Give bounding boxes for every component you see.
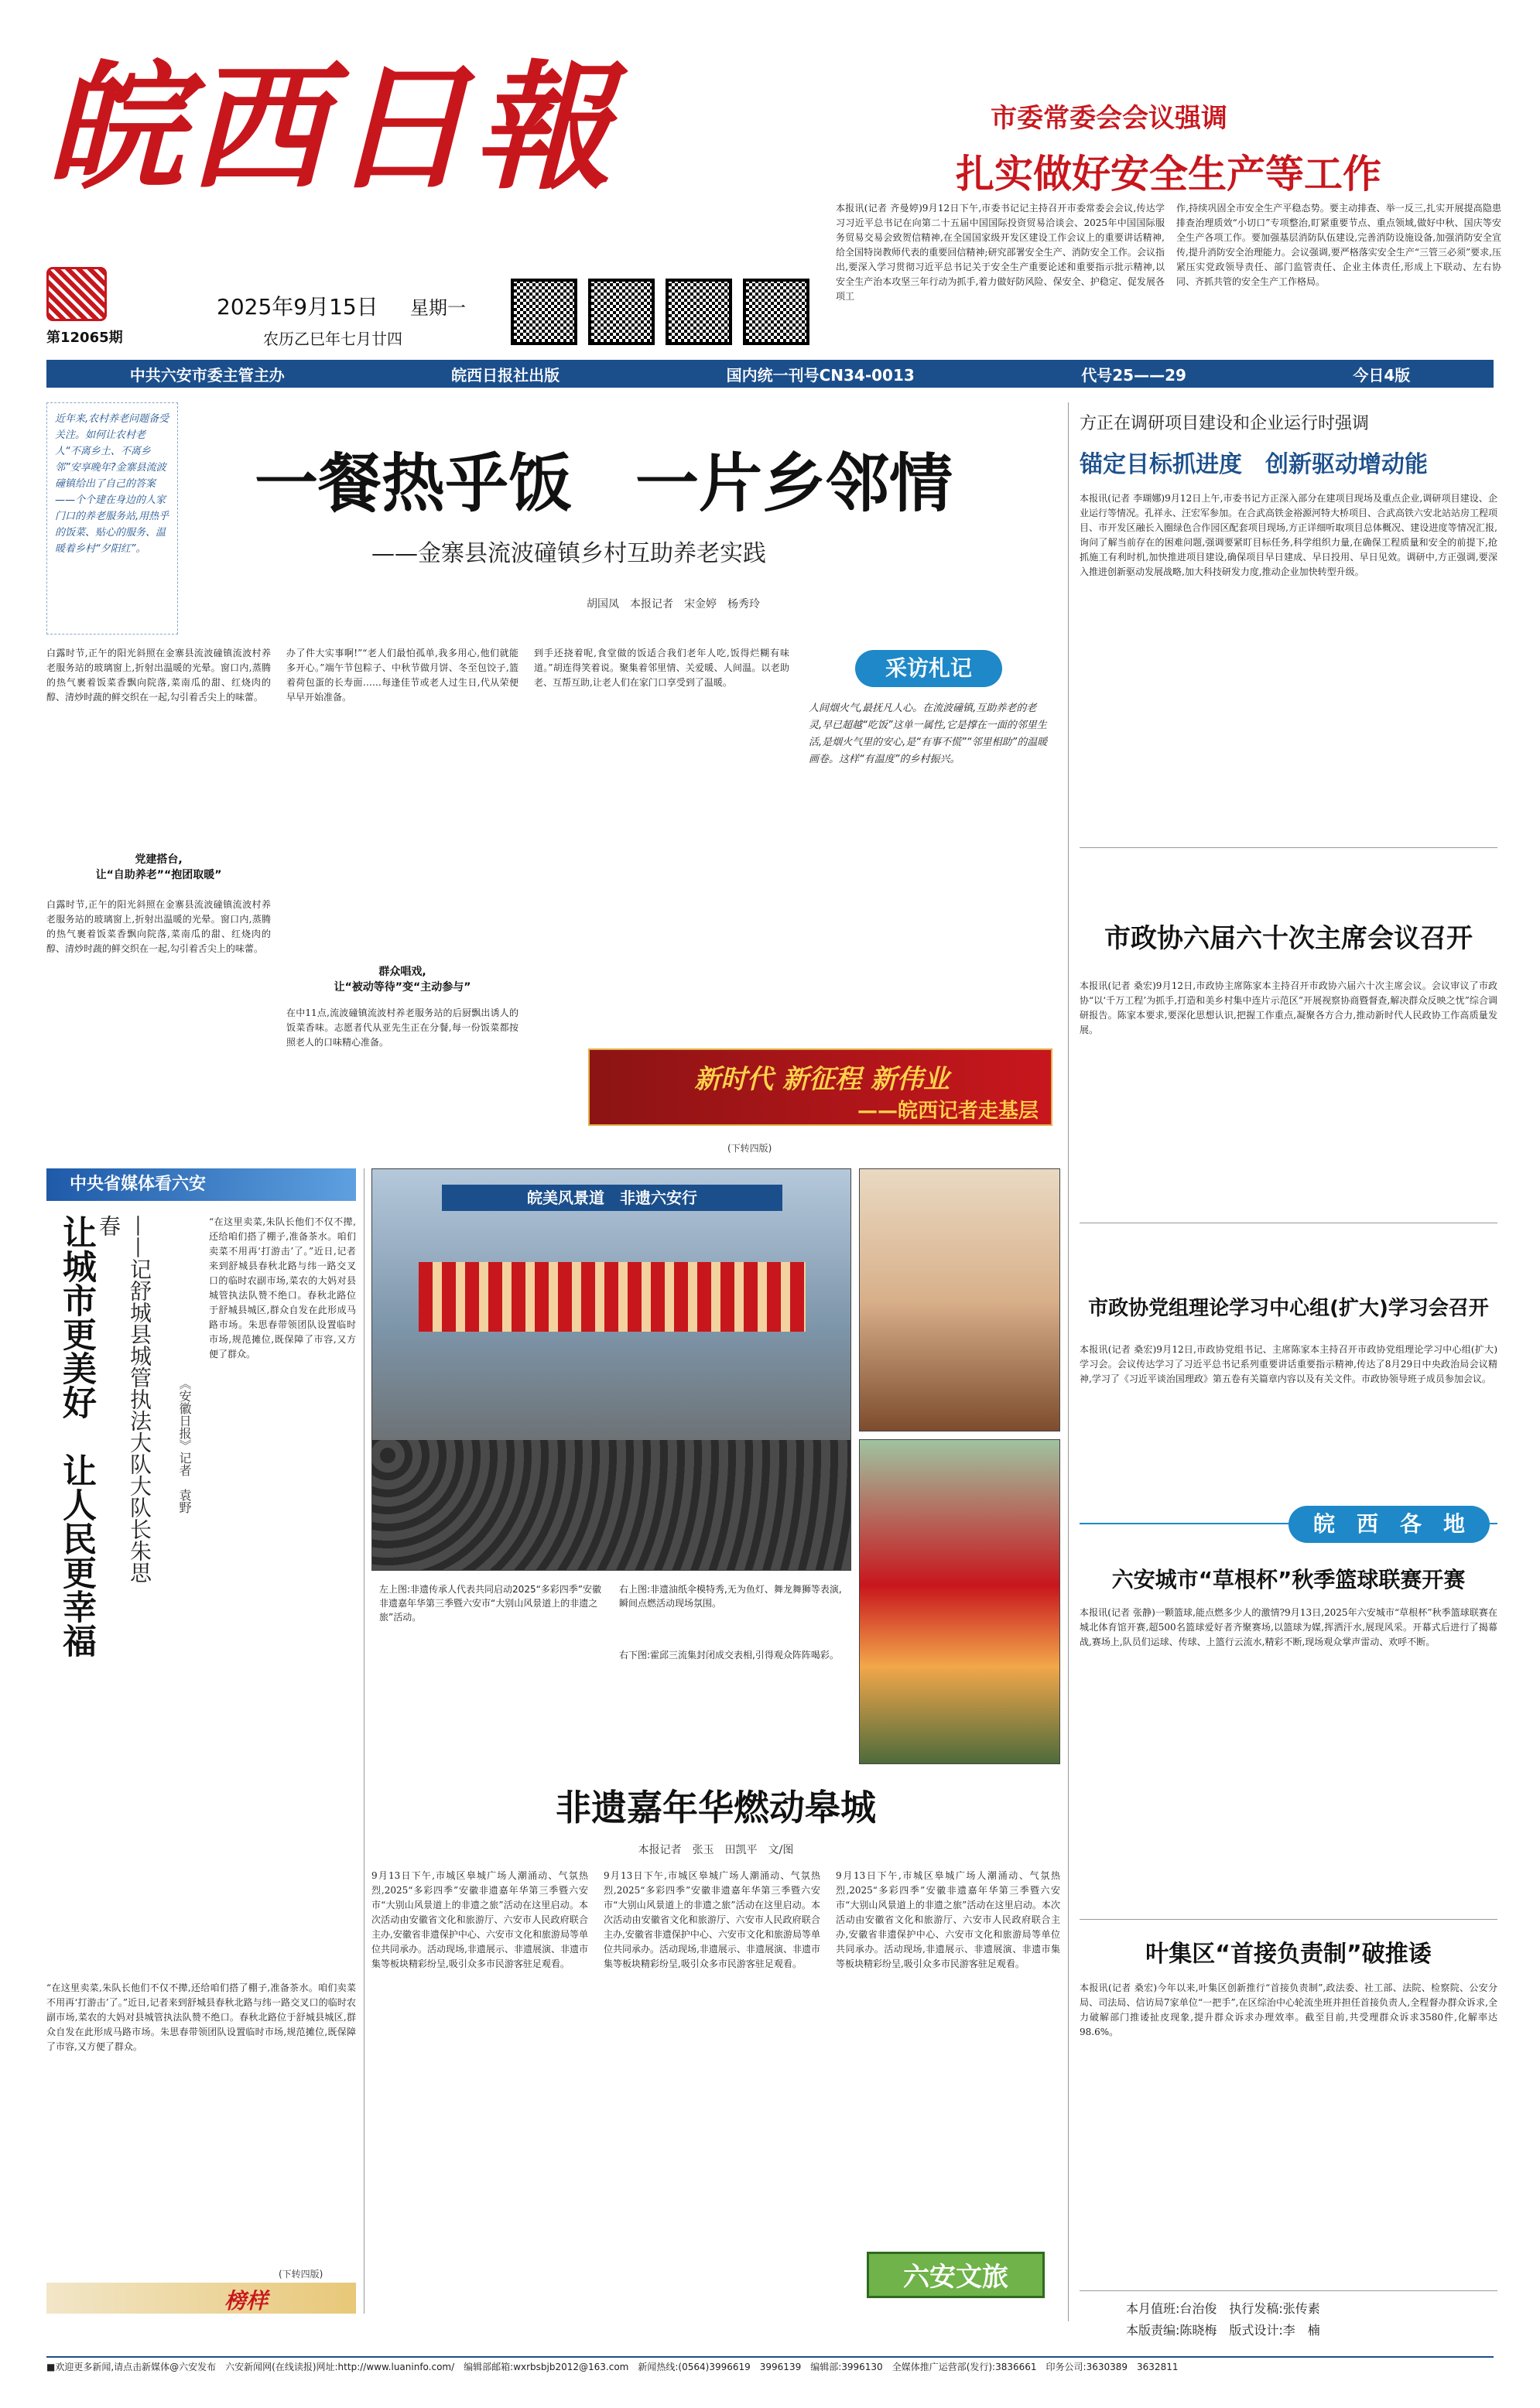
right-column-divider: [1068, 402, 1069, 2321]
cppcc-story: [1080, 855, 1497, 1219]
feature-continued: (下转四版): [727, 1143, 772, 1154]
editor-line-2: 本版责编:陈晓梅 版式设计:李 楠: [1126, 2323, 1320, 2338]
publisher-item-publisher: 皖西日报社出版: [451, 365, 560, 385]
yeji-headline: 叶集区“首接负责制”破推诿: [1145, 1941, 1432, 1968]
interview-notes-title: 采访札记: [855, 650, 1002, 687]
basketball-headline: 六安城市“草根杯”秋季篮球联赛开赛: [1111, 1567, 1466, 1592]
study-story: [1080, 1230, 1497, 1486]
publisher-item-pages: 今日4版: [1353, 365, 1411, 385]
qr-code-2: [588, 279, 655, 345]
performers-row: [419, 1262, 806, 1332]
heritage-story: [371, 1168, 1060, 2314]
heritage-headline: 非遗嘉年华燃动皋城: [556, 1787, 876, 1828]
footer-bar: ■欢迎更多新闻,请点击新媒体@六安发布 六安新闻网(在线读报)网址:http://www.luaninfo.com/ 编辑部邮箱:wxrbsbjb2012@163.com 新闻热线:(0564)3996619 3996139 编辑部:3996130 全媒体推广运营部(发行):3836661 印务公司:3630389 3632811: [46, 2356, 1494, 2376]
editor-box: [1080, 2290, 1497, 2345]
yeji-body: 本报讯(记者 桑宏)今年以来,叶集区创新推行“首接负责制”,政法委、社工部、法院、检察院、公安分局、司法局、信访局7家单位“一把手”,在区综治中心轮流坐班并担任首接负责人,全程督办群众诉求,全力破解部门推诿扯皮现象,提升群众诉求办理效率。截至目前,共受理群众诉求3580件,化解率达98.6%。: [1080, 1982, 1497, 2037]
basketball-body: 本报讯(记者 张静)一颗篮球,能点燃多少人的激情?9月13日,2025年六安城市“草根杯”秋季篮球联赛在城北体育馆开赛,超500名篮球爱好者齐聚赛场,以篮球为媒,挥洒汗水,展现风采。开幕式后进行了揭幕战,赛场上,队员们运球、传球、上篮行云流水,精彩不断,现场观众掌声雷动、欢呼不断。: [1080, 1607, 1497, 1647]
divider-1: [1080, 847, 1497, 848]
feature-side-col: 在中11点,流波䃥镇流波村养老服务站的后厨飘出诱人的饭菜香味。志愿者代从亚先生正在分餐,每一份饭菜都按照老人的口味精心准备。: [286, 1007, 518, 1048]
study-body: 本报讯(记者 桑宏)9月12日,市政协党组书记、主席陈家本主持召开市政协党组理论学习中心组(扩大)学习会。会议传达学习了习近平总书记系列重要讲话重要指示精神,传达了8月29日中央政治局会议精神,学习了《习近平谈治国理政》第五卷有关篇章内容以及有关文件。市政协领导班子成员参加会议。: [1080, 1344, 1497, 1384]
heritage-photo-banner: 皖美风景道 非遗六安行: [442, 1185, 782, 1211]
reporter-banner: [588, 1048, 1052, 1126]
feature-byline: 胡国凤 本报记者 宋金婷 杨秀玲: [587, 598, 760, 611]
heritage-col-3: 9月13日下午,市城区皋城广场人潮涌动、气氛热烈,2025“多彩四季”安徽非遗嘉年华第三季暨六安市“大别山风景道上的非遗之旅”活动在这里启动。本次活动由安徽省文化和旅游厅、六安市人民政府联合主办,安徽省非遗保护中心、六安市文化和旅游局等单位共同承办。活动现场,非遗展示、非遗展演、非遗市集等板块精彩纷呈,吸引众多市民游客驻足观看。: [836, 1870, 1060, 1969]
model-band: [46, 2283, 356, 2314]
editor-line-1: 本月值班:台治俊 执行发稿:张传素: [1126, 2301, 1320, 2316]
newspaper-logo: 皖西日報: [46, 46, 616, 208]
lead-col-1: 本报讯(记者 齐曼婷)9月12日下午,市委书记记主持召开市委常委会会议,传达学习习近平总书记在向第二十五届中国国际投资贸易洽谈会、2025年中国国际服务贸易交易会致贺信精神,在全国国家级开发区建设工作会议上的重要讲话精神,给全国特岗教师代表的重要回信精神;研究部署安全生产、消防安全工作。会议指出,要深入学习贯彻习近平总书记关于安全生产重要论述和重要指示批示精神,以安全生产治本攻坚三年行动为抓手,着力做好防风险、保安全、护稳定、促发展各项工: [836, 203, 1165, 302]
issue-weekday: 星期一: [410, 297, 466, 319]
feature-headline: 一餐热乎饭 一片乡邻情: [254, 447, 953, 521]
yeji-story: [1080, 1927, 1497, 2283]
feature-col-2: 办了件大实事啊!”“老人们最怕孤单,我多用心,他们就能多开心。”端午节包粽子、中秋节做月饼、冬至包饺子,篮着荷包蛋的长寿面……每逢佳节或老人过生日,代从荣便早早开始准备。: [286, 648, 518, 703]
publisher-item-cn: 国内统一刊号CN34-0013: [726, 365, 915, 385]
heritage-main-photo: [371, 1168, 851, 1571]
caption-right-2: 右下图:霍邱三流集封闭成交表相,引得观众阵阵喝彩。: [619, 1650, 839, 1661]
media-subtitle: ——记舒城县城管执法大队大队长朱思春: [96, 1215, 152, 1583]
lead-kicker: 市委常委会会议强调: [991, 103, 1227, 134]
media-headline: 让城市更美好 让人民更幸福: [56, 1215, 96, 1657]
caption-left: 左上图:非遗传承人代表共同启动2025“多彩四季”安徽非遗嘉年华第三季暨六安市“大别山风景道上的非遗之旅”活动。: [379, 1584, 602, 1623]
research-body: 本报讯(记者 李瑚娜)9月12日上午,市委书记方正深入部分在建项目现场及重点企业,调研项目建设、企业运行等情况。孔祥永、汪宏军参加。在合武高铁金裕源河特大桥项目、合武高铁六安北站站房工程项目、市开发区融长入圈绿色合作园区配套项目现场,方正详细听取项目总体概况、建设进度等情况汇报,询问了解当前存在的困难问题,强调要紧盯目标任务,科学组织力量,在确保工程质量和安全的前提下,抢抓施工有利时机,加快推进项目建设,确保项目早日建成、早日投用、早日见效。调研中,方正强调,要深入推进创新驱动发展战略,加大科技研发力度,推动企业加快转型升级。: [1080, 493, 1498, 577]
media-continued: (下转四版): [279, 2269, 323, 2280]
publisher-item-sponsor: 中共六安市委主管主办: [129, 365, 285, 385]
lunar-date: 农历乙巳年七月廿四: [263, 330, 402, 348]
issue-number: 第12065期: [46, 330, 123, 346]
media-byline: 《安徽日报》记者 袁野: [177, 1377, 192, 1514]
seal-icon: [46, 267, 107, 321]
qr-code-1: [511, 279, 577, 345]
heritage-byline: 本报记者 张玉 田凯平 文/图: [638, 1844, 794, 1856]
reporter-banner-sub: ——皖西记者走基层: [857, 1100, 1039, 1123]
crowd-silhouette: [372, 1440, 850, 1570]
interview-notes-body: 人间烟火气,最抚凡人心。在流波䃥镇,互助养老的老灵,早已超越“吃饭”这单一属性,它是撑在一面的邻里生活,是烟火气里的安心,是“有事不慌”“邻里相助”的温暖画卷。这样“有温度”的乡村振兴。: [809, 703, 1048, 765]
feature-intro-box: [46, 402, 178, 634]
media-body-lower: “在这里卖菜,朱队长他们不仅不撵,还给咱们搭了棚子,准备茶水。咱们卖菜不用再‘打游击’了。”近日,记者来到舒城县春秋北路与纬一路交叉口的临时农副市场,菜农的大妈对县城管执法队赞不绝口。春秋北路位于舒城县城区,群众自发在此形成马路市场。朱思春带领团队设置临时市场,规范摊位,既保障了市容,又方便了群众。: [46, 1982, 356, 2052]
media-tag: 中央省媒体看六安: [46, 1168, 356, 1201]
qr-code-3: [666, 279, 732, 345]
feature-subhead-2: 群众唱戏, 让“被动等待”变“主动参与”: [334, 966, 471, 994]
feature-col-1b: 白露时节,正午的阳光斜照在金寨县流波䃥镇流波村养老服务站的玻璃窗上,折射出温暖的光晕。窗口内,蒸腾的热气裹着饭菜香飘向院落,菜南瓜的甜、红烧肉的醇、清炒时蔬的鲜交织在一起,勾引着舌尖上的味蕾。: [46, 899, 271, 954]
media-column: [46, 1168, 356, 2314]
feature-intro: 近年来,农村养老问题备受关注。如何让农村老人“不离乡土、不离乡邻”安享晚年?金寨县流波䃥镇给出了自己的答案——个个建在身边的人家门口的养老服务站,用热乎的饭菜、贴心的服务、温暖着乡村“夕阳红”。: [55, 413, 169, 555]
study-headline: 市政协党组理论学习中心组(扩大)学习会召开: [1088, 1297, 1489, 1320]
lead-headline: 扎实做好安全生产等工作: [956, 152, 1381, 197]
model-band-label: 榜样: [224, 2288, 269, 2314]
publisher-bar: [46, 360, 1494, 388]
cppcc-headline: 市政协六届六十次主席会议召开: [1104, 923, 1473, 954]
feature-story: [46, 402, 1052, 1161]
interview-notes: [809, 650, 1049, 1021]
caption-right-1: 右上图:非遗油纸伞模特秀,无为鱼灯、舞龙舞狮等表演,瞬间点燃活动现场氛围。: [619, 1584, 842, 1609]
heritage-col-1: 9月13日下午,市城区皋城广场人潮涌动、气氛热烈,2025“多彩四季”安徽非遗嘉年华第三季暨六安市“大别山风景道上的非遗之旅”活动在这里启动。本次活动由安徽省文化和旅游厅、六安市人民政府联合主办,安徽省非遗保护中心、六安市文化和旅游局等单位共同承办。活动现场,非遗展示、非遗展演、非遗市集等板块精彩纷呈,吸引众多市民游客驻足观看。: [371, 1870, 588, 1969]
research-kicker: 方正在调研项目建设和企业运行时强调: [1080, 414, 1370, 433]
basketball-story: [1080, 1555, 1497, 1911]
publisher-item-code: 代号25——29: [1081, 365, 1186, 385]
feature-subhead-1: 党建搭台, 让“自助养老”“抱团取暖”: [95, 853, 222, 881]
research-story: [1080, 406, 1497, 840]
region-header: [1080, 1501, 1497, 1548]
heritage-col-2: 9月13日下午,市城区皋城广场人潮涌动、气氛热烈,2025“多彩四季”安徽非遗嘉年华第三季暨六安市“大别山风景道上的非遗之旅”活动在这里启动。本次活动由安徽省文化和旅游厅、六安市人民政府联合主办,安徽省非遗保护中心、六安市文化和旅游局等单位共同承办。活动现场,非遗展示、非遗展演、非遗市集等板块精彩纷呈,吸引众多市民游客驻足观看。: [604, 1870, 820, 1969]
feature-col-3: 到手还挠着呢,食堂做的饭适合我们老年人吃,饭得烂糊有味道。”胡连得笑着说。聚集着邻里情、关爱暖、人间温。以老助老、互帮互助,让老人们在家门口享受到了温暖。: [534, 648, 789, 688]
region-header-title: 皖 西 各 地: [1288, 1506, 1490, 1543]
lead-col-2: 作,持续巩固全市安全生产平稳态势。要主动排查、举一反三,扎实开展提高隐患排查治理质效“小切口”专项整治,盯紧重要节点、重点领域,做好中秋、国庆等安全生产各项工作。要加强基层消防队伍建设,完善消防设施设备,加强消防安全宣传,提升消防安全治理能力。会议强调,要严格落实安全生产“三管三必须”要求,压紧压实党政领导责任、部门监管责任、企业主体责任,形成上下联动、左右协同、齐抓共管的安全生产工作格局。: [1176, 203, 1501, 287]
culture-tag: 六安文旅: [867, 2252, 1045, 2298]
research-headline: 锚定目标抓进度 创新驱动增动能: [1080, 451, 1428, 478]
cppcc-body: 本报讯(记者 桑宏)9月12日,市政协主席陈家本主持召开市政协六届六十次主席会议。会议审议了市政协“以‘千万工程’为抓手,打造和美乡村集中连片示范区”开展视察协商暨督查,解决群众反映之忧”综合调研报告。陈家本要求,要深化思想认识,把握工作重点,凝聚各方合力,推动新时代人民政协工作高质量发展。: [1080, 980, 1497, 1035]
heritage-photo-right-top: [859, 1168, 1060, 1431]
reporter-banner-title: 新时代 新征程 新伟业: [694, 1064, 950, 1095]
media-body: “在这里卖菜,朱队长他们不仅不撵,还给咱们搭了棚子,准备茶水。咱们卖菜不用再‘打游击’了。”近日,记者来到舒城县春秋北路与纬一路交叉口的临时农副市场,菜农的大妈对县城管执法队赞不绝口。春秋北路位于舒城县城区,群众自发在此形成马路市场。朱思春带领团队设置临时市场,规范摊位,既保障了市容,又方便了群众。: [209, 1216, 356, 1360]
feature-subtitle: ——金寨县流波䃥镇乡村互助养老实践: [371, 540, 766, 567]
issue-date: 2025年9月15日: [217, 294, 378, 320]
qr-code-4: [743, 279, 809, 345]
feature-col-1: 白露时节,正午的阳光斜照在金寨县流波䃥镇流波村养老服务站的玻璃窗上,折射出温暖的光晕。窗口内,蒸腾的热气裹着饭菜香飘向院落,菜南瓜的甜、红烧肉的醇、清炒时蔬的鲜交织在一起,勾引着舌尖上的味蕾。: [46, 648, 271, 703]
lead-story: [836, 89, 1501, 344]
heritage-photo-right-bottom: [859, 1439, 1060, 1764]
divider-3: [1080, 1919, 1497, 1920]
